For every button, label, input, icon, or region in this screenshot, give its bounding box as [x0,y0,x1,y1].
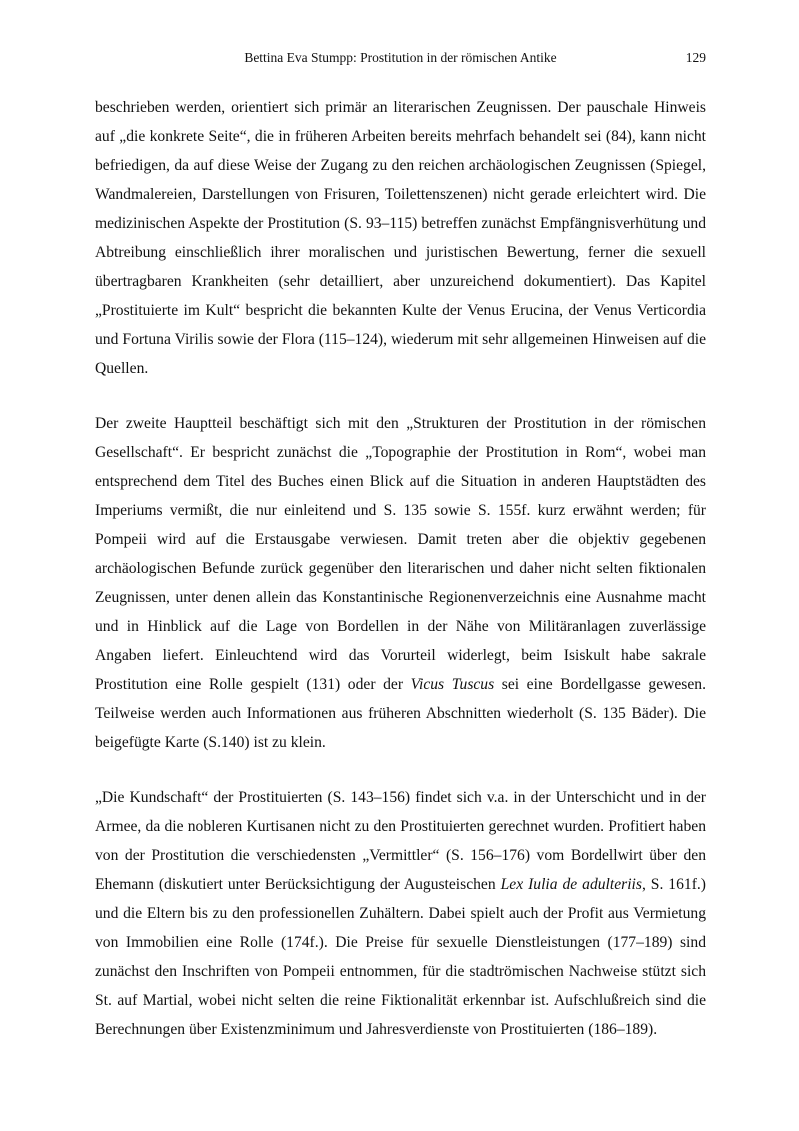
paragraph-text: sei eine Bordellgasse gewesen. Teilweise werden auch Informationen aus früheren Abschnitten wiederholt (S. 135 Bäder). Die beigefügte Karte (S.140) ist zu klein. [95,676,706,751]
italic-phrase: Lex Iulia de adulteriis [500,876,642,893]
paragraph-text: beschrieben werden, orientiert sich primär an literarischen Zeugnissen. Der pauschale Hinweis auf „die konkrete Seite“, die in früheren Arbeiten bereits mehrfach behandelt sei (84), kann nicht befriedigen, da auf diese Weise der Zugang zu den reichen archäologischen Zeugnissen (Spiegel, Wandmalereien, Darstellungen von Frisuren, Toilettenszenen) nicht gerade erleichtert wird. Die medizinischen Aspekte der Prostitution (S. 93–115) betreffen zunächst Empfängnisverhütung und Abtreibung einschließlich ihrer moralischen und juristischen Bewertung, ferner die sexuell übertragbaren Krankheiten (sehr detailliert, aber unzureichend dokumentiert). Das Kapitel „Prostituierte im Kult“ bespricht die bekannten Kulte der Venus Erucina, der Venus Verticordia und Fortuna Virilis sowie der Flora (115–124), wiederum mit sehr allgemeinen Hinweisen auf die Quellen. [95,99,706,377]
running-header [95,50,706,66]
paragraph-text: Der zweite Hauptteil beschäftigt sich mit den „Strukturen der Prostitution in der römischen Gesellschaft“. Er bespricht zunächst die „Topographie der Prostitution in Rom“, wobei man entsprechend dem Titel des Buches einen Blick auf die Situation in anderen Hauptstädten des Imperiums vermißt, die nur einleitend und S. 135 sowie S. 155f. kurz erwähnt werden; für Pompeii wird auf die Erstausgabe verwiesen. Damit treten aber die objektiv gegebenen archäologischen Befunde zurück gegenüber den literarischen und daher nicht selten fiktionalen Zeugnissen, unter denen allein das Konstantinische Regionenverzeichnis eine Ausnahme macht und in Hinblick auf die Lage von Bordellen in der Nähe von Militäranlagen zuverlässige Angaben liefert. Einleuchtend wird das Vorurteil widerlegt, beim Isiskult habe sakrale Prostitution eine Rolle gespielt (131) oder der [95,415,706,693]
review-body [95,93,706,1044]
page-number: 129 [685,50,706,65]
paragraph-2 [95,409,706,757]
running-header-title: Bettina Eva Stumpp: Prostitution in der römischen Antike [244,50,557,65]
paragraph-text: „Die Kundschaft“ der Prostituierten (S. 143–156) findet sich v.a. in der Unterschicht und in der Armee, da die nobleren Kurtisanen nicht zu den Prostituierten gerechnet wurden. Profitiert haben von der Prostitution die verschiedensten „Vermittler“ (S. 156–176) vom Bordellwirt über den Ehemann (diskutiert unter Berücksichtigung der Augusteischen [95,789,706,893]
paragraph-text: , S. 161f.) und die Eltern bis zu den professionellen Zuhältern. Dabei spielt auch der Profit aus Vermietung von Immobilien eine Rolle (174f.). Die Preise für sexuelle Dienstleistungen (177–189) sind zunächst den Inschriften von Pompeii entnommen, für die stadtrömischen Nachweise stützt sich St. auf Martial, wobei nicht selten die reine Fiktionalität erkennbar ist. Aufschlußreich sind die Berechnungen über Existenzminimum und Jahresverdienste von Prostituierten (186–189). [95,876,706,1038]
paragraph-1 [95,93,706,383]
italic-phrase: Vicus Tuscus [410,676,495,693]
paragraph-3 [95,783,706,1044]
